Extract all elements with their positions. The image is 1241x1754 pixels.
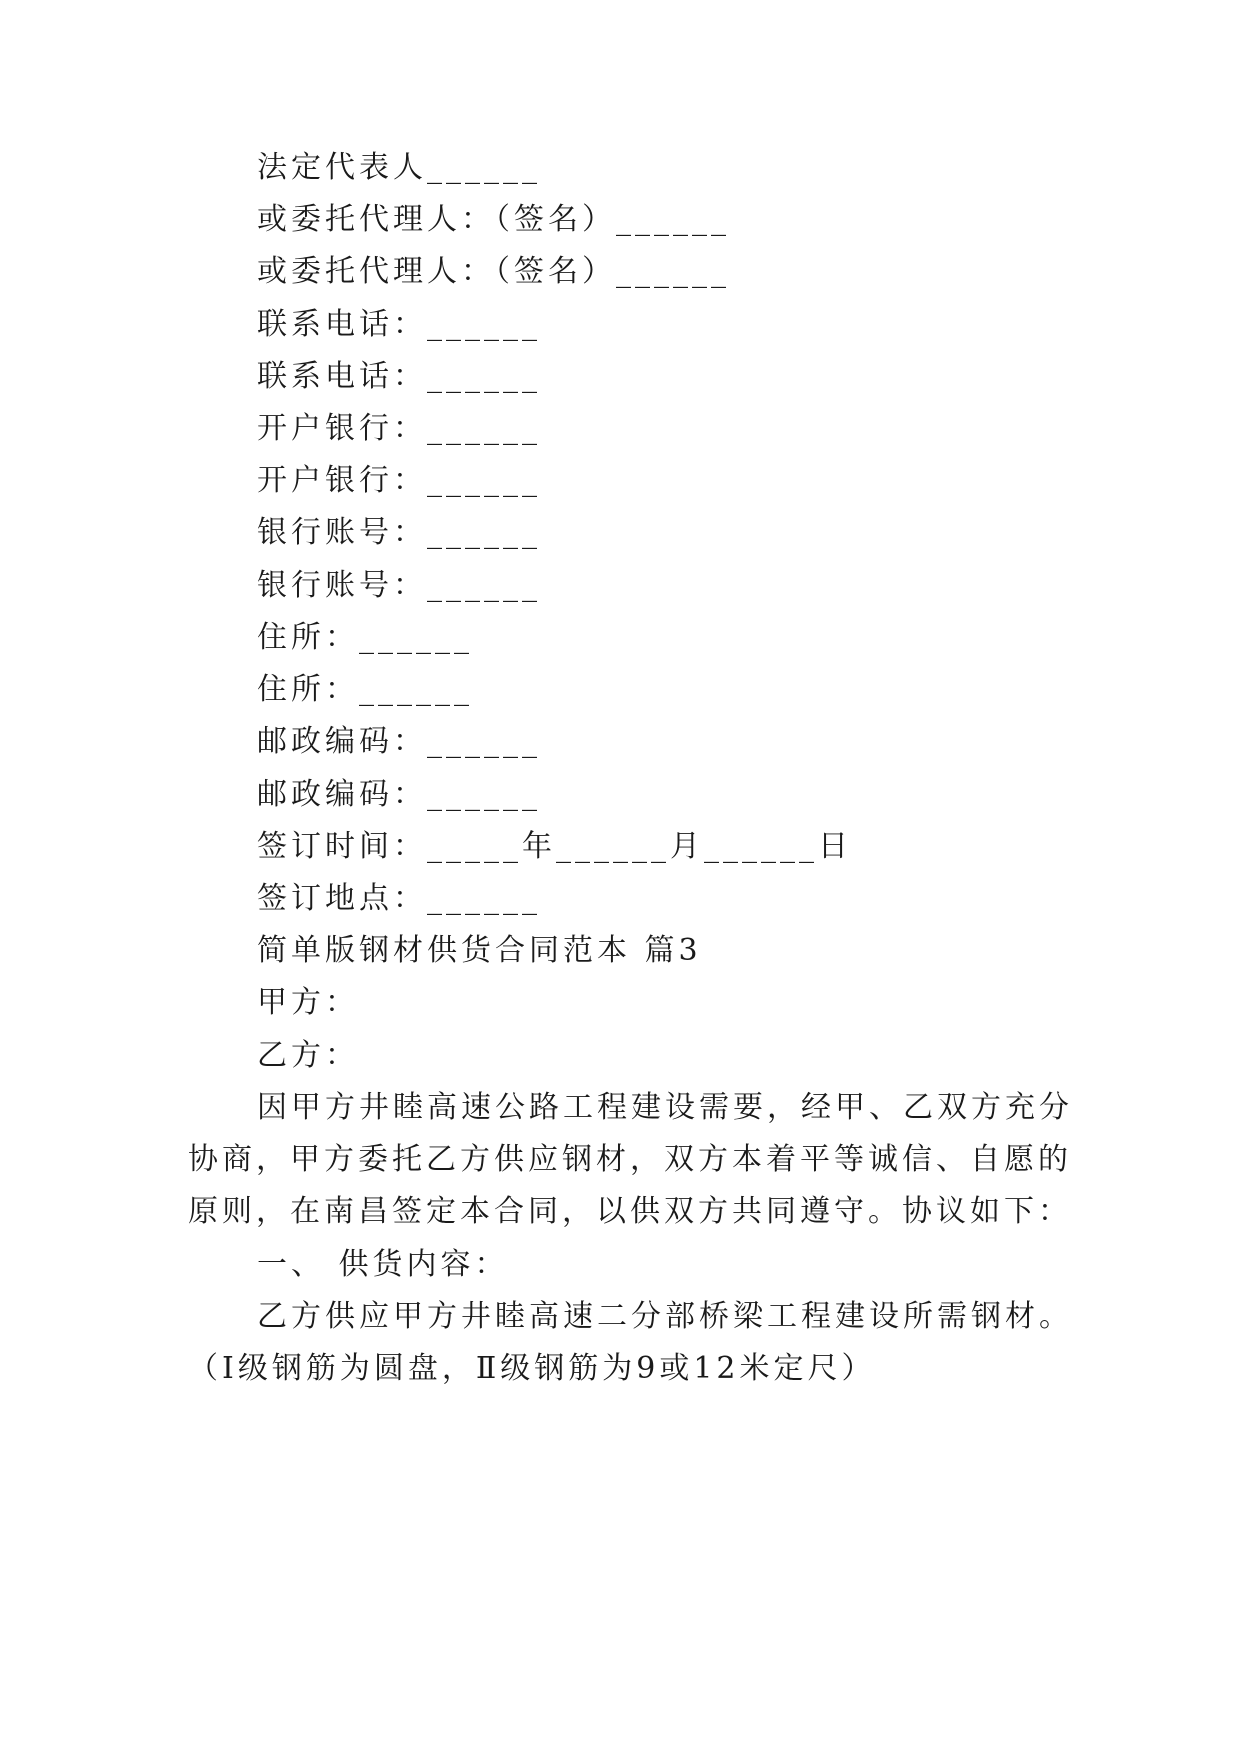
bank-line: 开户银行：______ bbox=[257, 463, 541, 498]
phone-line: 联系电话：______ bbox=[257, 359, 541, 394]
sign-place-line: 签订地点：______ bbox=[257, 881, 541, 916]
phone-line: 联系电话：______ bbox=[257, 307, 541, 342]
account-line: 银行账号：______ bbox=[257, 568, 541, 603]
bank-line: 开户银行：______ bbox=[257, 411, 541, 446]
sign-date-line: 签订时间：_____年______月______日 bbox=[257, 829, 852, 864]
address-line: 住所：______ bbox=[257, 620, 473, 655]
section-heading: 简单版钢材供货合同范本 篇3 bbox=[257, 933, 702, 968]
agent-signature-line: 或委托代理人：（签名）______ bbox=[257, 254, 730, 289]
postcode-line: 邮政编码：______ bbox=[257, 724, 541, 759]
address-line: 住所：______ bbox=[257, 672, 473, 707]
clause-title: 一、 供货内容： bbox=[257, 1247, 509, 1282]
clause-paragraph-line: （Ⅰ级钢筋为圆盘，Ⅱ级钢筋为9或12米定尺） bbox=[188, 1351, 876, 1386]
clause-paragraph-line: 乙方供应甲方井睦高速二分部桥梁工程建设所需钢材。 bbox=[257, 1299, 1073, 1334]
account-line: 银行账号：______ bbox=[257, 515, 541, 550]
intro-paragraph-line: 原则，在南昌签定本合同，以供双方共同遵守。协议如下： bbox=[188, 1194, 1072, 1229]
party-a-line: 甲方： bbox=[257, 985, 359, 1020]
postcode-line: 邮政编码：______ bbox=[257, 777, 541, 812]
intro-paragraph-line: 协商，甲方委托乙方供应钢材，双方本着平等诚信、自愿的 bbox=[188, 1142, 1072, 1177]
agent-signature-line: 或委托代理人：（签名）______ bbox=[257, 202, 730, 237]
legal-representative-line: 法定代表人______ bbox=[257, 150, 541, 185]
intro-paragraph-line: 因甲方井睦高速公路工程建设需要，经甲、乙双方充分 bbox=[257, 1090, 1073, 1125]
party-b-line: 乙方： bbox=[257, 1038, 359, 1073]
